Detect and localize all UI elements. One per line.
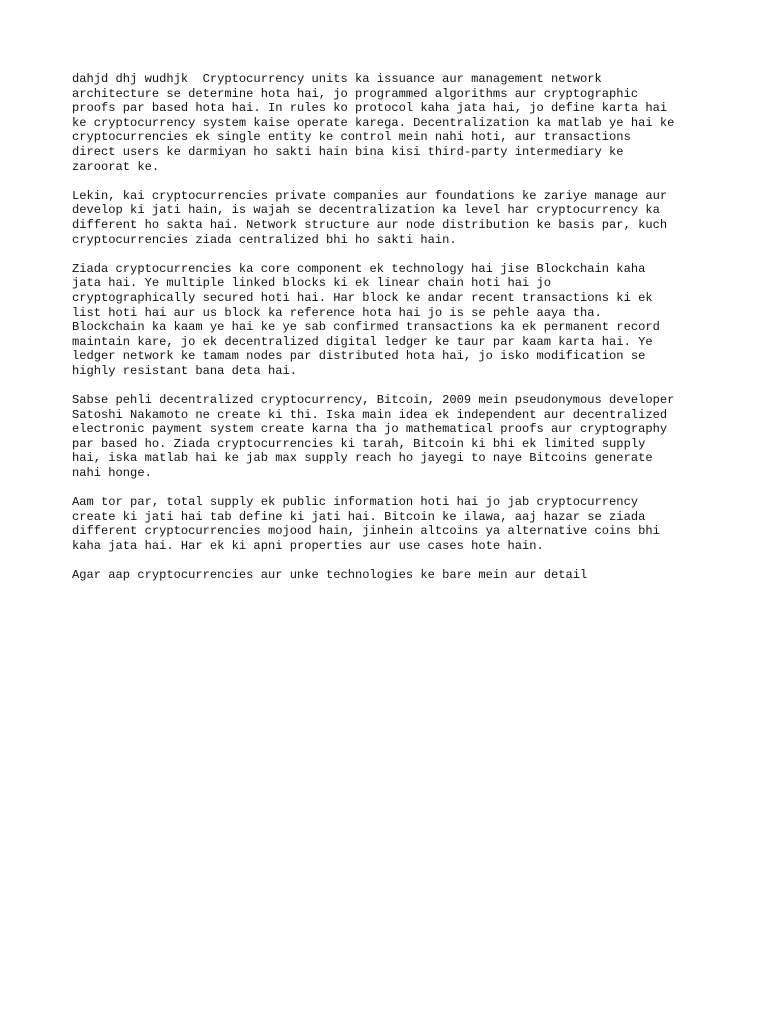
paragraph-5: Aam tor par, total supply ek public information hoti hai jo jab cryptocurrency create ki jati hai tab define ki jati hai. Bitcoin ke ilawa, aaj hazar se ziada different cryptocurrencies mojood hain, jinhein altcoins ya alternative coins bhi kaha jata hai. Har ek ki apni properties aur use cases hote hain. bbox=[72, 495, 660, 553]
paragraph-2: Lekin, kai cryptocurrencies private companies aur foundations ke zariye manage aur develop ki jati hain, is wajah se decentralization ka level har cryptocurrency ka different ho sakta hai. Network structure aur node distribution ke basis par, kuch cryptocurrencies ziada centralized bhi ho sakti hain. bbox=[72, 188, 668, 247]
paragraph-3: Ziada cryptocurrencies ka core component ek technology hai jise Blockchain kaha jata hai. Ye multiple linked blocks ki ek linear chain hoti hai jo cryptographically secured hoti hai. Har block ke andar recent transactions ki ek list hoti hai aur us block ka reference hota hai jo is se pehle aaya tha. Blockchain ka kaam ye hai ke ye sab confirmed transactions ka ek permanent record maintain kare, jo ek decentralized digital ledger ke taur par kaam karta hai. Ye ledger network ke tamam nodes par distributed hota hai, jo isko modification se highly resistant bana deta hai. bbox=[72, 261, 660, 378]
paragraph-6: Agar aap cryptocurrencies aur unke technologies ke bare mein aur detail bbox=[72, 568, 588, 583]
paragraph-4: Sabse pehli decentralized cryptocurrency, Bitcoin, 2009 mein pseudonymous developer Satoshi Nakamoto ne create ki thi. Iska main idea ek independent aur decentralized electronic payment system create karna tha jo mathematical proofs aur cryptography par based ho. Ziada cryptocurrencies ki tarah, Bitcoin ki bhi ek limited supply hai, iska matlab hai ke jab max supply reach ho jayegi to naye Bitcoins generate nahi honge. bbox=[72, 393, 675, 481]
paragraph-1: dahjd dhj wudhjk Cryptocurrency units ka issuance aur management network architecture se determine hota hai, jo programmed algorithms aur cryptographic proofs par based hota hai. In rules ko protocol kaha jata hai, jo define karta hai ke cryptocurrency system kaise operate karega. Decentralization ka matlab ye hai ke cryptocurrencies ek single entity ke control mein nahi hoti, aur transactions direct users ke darmiyan ho sakti hain bina kisi third-party intermediary ke zaroorat ke. bbox=[72, 72, 675, 174]
